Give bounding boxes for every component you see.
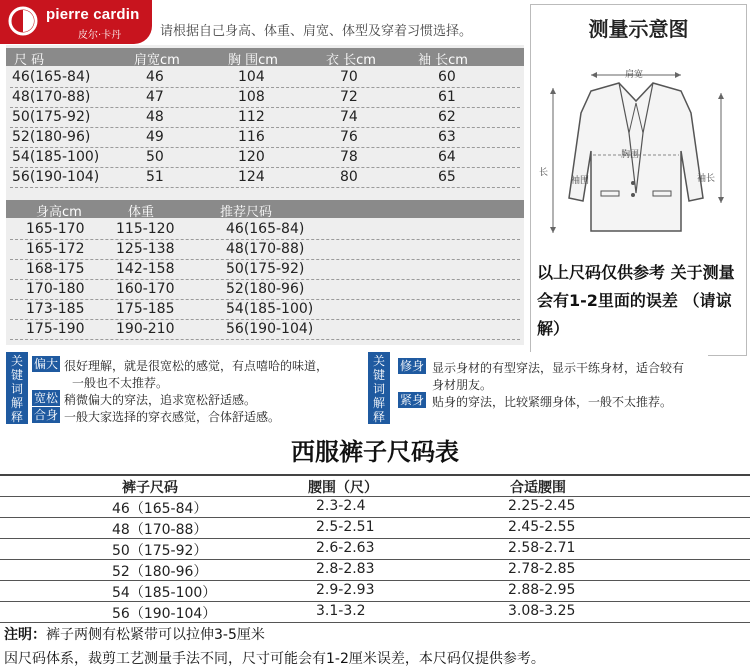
- pants-table-row: [0, 518, 750, 537]
- text-tight: 贴身的穿法，比较紧绷身体，一般不太推荐。: [432, 395, 673, 409]
- recommend-cell: 54(185-100): [226, 301, 314, 317]
- size-cell: 64: [438, 149, 456, 165]
- size-table-row: [6, 68, 524, 87]
- pants-cell: 2.8-2.83: [316, 561, 375, 577]
- size-cell: 62: [438, 109, 456, 125]
- pants-cell: 50（175-92）: [112, 543, 208, 559]
- measurement-diagram: [530, 4, 747, 356]
- header-size: 尺 码: [14, 53, 45, 68]
- pants-cell: 2.58-2.71: [508, 540, 576, 556]
- pants-table-title: 西服裤子尺码表: [291, 438, 459, 466]
- pants-cell: 54（185-100）: [112, 585, 217, 601]
- recommend-cell: 175-185: [116, 301, 175, 317]
- footer-note-text: 裤子两侧有松紧带可以拉伸3-5厘米: [46, 627, 265, 643]
- size-cell: 46: [146, 69, 164, 85]
- size-cell: 49: [146, 129, 164, 145]
- size-cell: 54(185-100): [12, 149, 100, 165]
- size-cell: 116: [238, 129, 265, 145]
- recommend-table-row: [6, 260, 524, 279]
- size-cell: 51: [146, 169, 164, 185]
- size-cell: 50: [146, 149, 164, 165]
- header-weight: 体重: [128, 205, 155, 220]
- size-cell: 124: [238, 169, 265, 185]
- tag-oversize: 偏大: [34, 357, 59, 371]
- size-cell: 48: [146, 109, 164, 125]
- label-shoulder: 肩宽: [625, 70, 644, 80]
- pants-table-row: [0, 560, 750, 579]
- recommend-cell: 50(175-92): [226, 261, 305, 277]
- recommend-cell: 48(170-88): [226, 241, 305, 257]
- brand-logo: [0, 0, 152, 44]
- header-sleeve: 袖 长cm: [418, 53, 468, 68]
- text-oversize-2: 一般也不太推荐。: [72, 376, 169, 390]
- recommend-table-row: [6, 220, 524, 239]
- pants-cell: 2.3-2.4: [316, 498, 366, 514]
- diagram-note: 以上尺码仅供参考 关于测量会有1-2里面的误差 （请谅解）: [537, 263, 735, 338]
- pants-cell: 2.6-2.63: [316, 540, 375, 556]
- pants-row-divider: [0, 622, 750, 623]
- recommend-cell: 52(180-96): [226, 281, 305, 297]
- brand-name: pierre cardin: [46, 6, 140, 23]
- recommend-cell: 173-185: [26, 301, 85, 317]
- row-divider: [10, 187, 520, 188]
- pants-cell: 2.78-2.85: [508, 561, 576, 577]
- recommend-table-row: [6, 300, 524, 319]
- tag-slim: 修身: [400, 359, 425, 373]
- size-cell: 108: [238, 89, 265, 105]
- text-loose: 稍微偏大的穿法，追求宽松舒适感。: [64, 393, 257, 407]
- size-cell: 63: [438, 129, 456, 145]
- size-cell: 50(175-92): [12, 109, 91, 125]
- text-slim: 显示身材的有型穿法，显示干练身材，适合较有: [432, 361, 685, 375]
- tag-fit: 合身: [34, 408, 59, 422]
- tag-loose: 宽松: [34, 391, 59, 405]
- size-cell: 80: [340, 169, 358, 185]
- pants-cell: 2.25-2.45: [508, 498, 576, 514]
- pants-table-row: [0, 602, 750, 621]
- recommend-cell: 175-190: [26, 321, 85, 337]
- brand-mark-icon: [8, 6, 38, 36]
- size-cell: 72: [340, 89, 358, 105]
- tag-tight: 紧身: [400, 393, 425, 407]
- text-slim-2: 身材朋友。: [432, 378, 493, 392]
- size-cell: 48(170-88): [12, 89, 91, 105]
- size-table-row: [6, 108, 524, 127]
- pants-cell: 2.88-2.95: [508, 582, 576, 598]
- recommend-cell: 125-138: [116, 241, 175, 257]
- recommend-cell: 142-158: [116, 261, 175, 277]
- header-recommend: 推荐尺码: [220, 205, 273, 220]
- size-table-row: [6, 168, 524, 187]
- size-cell: 65: [438, 169, 456, 185]
- size-cell: 52(180-96): [12, 129, 91, 145]
- pants-cell: 2.9-2.93: [316, 582, 375, 598]
- keywords-right-panel: [368, 352, 708, 424]
- text-fit: 一般大家选择的穿衣感觉，合体舒适感。: [64, 410, 281, 424]
- keywords-left-panel: [6, 352, 358, 424]
- recommend-cell: 190-210: [116, 321, 175, 337]
- header-chest: 胸 围cm: [228, 53, 278, 68]
- keywords-side-label: 关键词解释: [6, 352, 28, 424]
- label-chest: 胸围: [621, 150, 640, 160]
- pants-table-row: [0, 497, 750, 516]
- row-divider: [10, 339, 520, 340]
- size-cell: 104: [238, 69, 265, 85]
- pants-cell: 3.08-3.25: [508, 603, 576, 619]
- size-cell: 60: [438, 69, 456, 85]
- size-cell: 61: [438, 89, 456, 105]
- header-shoulder: 肩宽cm: [134, 53, 180, 68]
- pants-header-fit: 合适腰围: [510, 480, 566, 496]
- recommend-cell: 115-120: [116, 221, 175, 237]
- text-oversize: 很好理解，就是很宽松的感觉，有点嘻哈的味道，: [64, 359, 329, 373]
- diagram-title: 测量示意图: [588, 17, 689, 41]
- pants-table-row: [0, 539, 750, 558]
- pants-cell: 52（180-96）: [112, 564, 208, 580]
- recommend-cell: 170-180: [26, 281, 85, 297]
- recommend-cell: 165-170: [26, 221, 85, 237]
- size-cell: 56(190-104): [12, 169, 100, 185]
- brand-sub: 皮尔·卡丹: [78, 30, 122, 41]
- size-table-row: [6, 148, 524, 167]
- pants-table-row: [0, 581, 750, 600]
- label-length: 长: [539, 168, 549, 178]
- size-cell: 76: [340, 129, 358, 145]
- pants-cell: 56（190-104）: [112, 606, 217, 622]
- pants-header-size: 裤子尺码: [122, 480, 178, 496]
- footer-line2: 因尺码体系，裁剪工艺测量手法不同，尺寸可能会有1-2厘米误差，本尺码仅提供参考。: [4, 651, 545, 667]
- recommend-table-header: [6, 200, 524, 218]
- footer-note: [4, 624, 265, 644]
- header-height: 身高cm: [36, 205, 82, 220]
- size-cell: 78: [340, 149, 358, 165]
- size-cell: 46(165-84): [12, 69, 91, 85]
- pants-cell: 2.5-2.51: [316, 519, 375, 535]
- pants-cell: 2.45-2.55: [508, 519, 576, 535]
- size-table-row: [6, 128, 524, 147]
- recommend-cell: 165-172: [26, 241, 85, 257]
- recommend-cell: 56(190-104): [226, 321, 314, 337]
- recommend-cell: 168-175: [26, 261, 85, 277]
- recommend-table-row: [6, 240, 524, 259]
- size-cell: 47: [146, 89, 164, 105]
- recommend-cell: 160-170: [116, 281, 175, 297]
- pants-cell: 48（170-88）: [112, 522, 208, 538]
- header-length: 衣 长cm: [326, 53, 376, 68]
- keywords-side-label-right: 关键词解释: [368, 352, 390, 424]
- recommend-table-row: [6, 280, 524, 299]
- size-table-row: [6, 88, 524, 107]
- pants-cell: 3.1-3.2: [316, 603, 366, 619]
- recommend-cell: 46(165-84): [226, 221, 305, 237]
- pants-cell: 46（165-84）: [112, 501, 208, 517]
- intro-text: 请根据自己身高、体重、肩宽、体型及穿着习惯选择。: [160, 24, 473, 39]
- pants-table-header: [0, 476, 750, 495]
- label-waist: 袖围: [571, 176, 590, 186]
- size-table-header: [6, 48, 524, 66]
- label-sleeve: 袖长: [697, 174, 716, 184]
- size-cell: 74: [340, 109, 358, 125]
- footer-note-label: 注明：: [4, 627, 46, 643]
- size-cell: 70: [340, 69, 358, 85]
- pants-header-waist: 腰围（尺）: [308, 480, 378, 496]
- size-cell: 120: [238, 149, 265, 165]
- size-cell: 112: [238, 109, 265, 125]
- recommend-table-row: [6, 320, 524, 339]
